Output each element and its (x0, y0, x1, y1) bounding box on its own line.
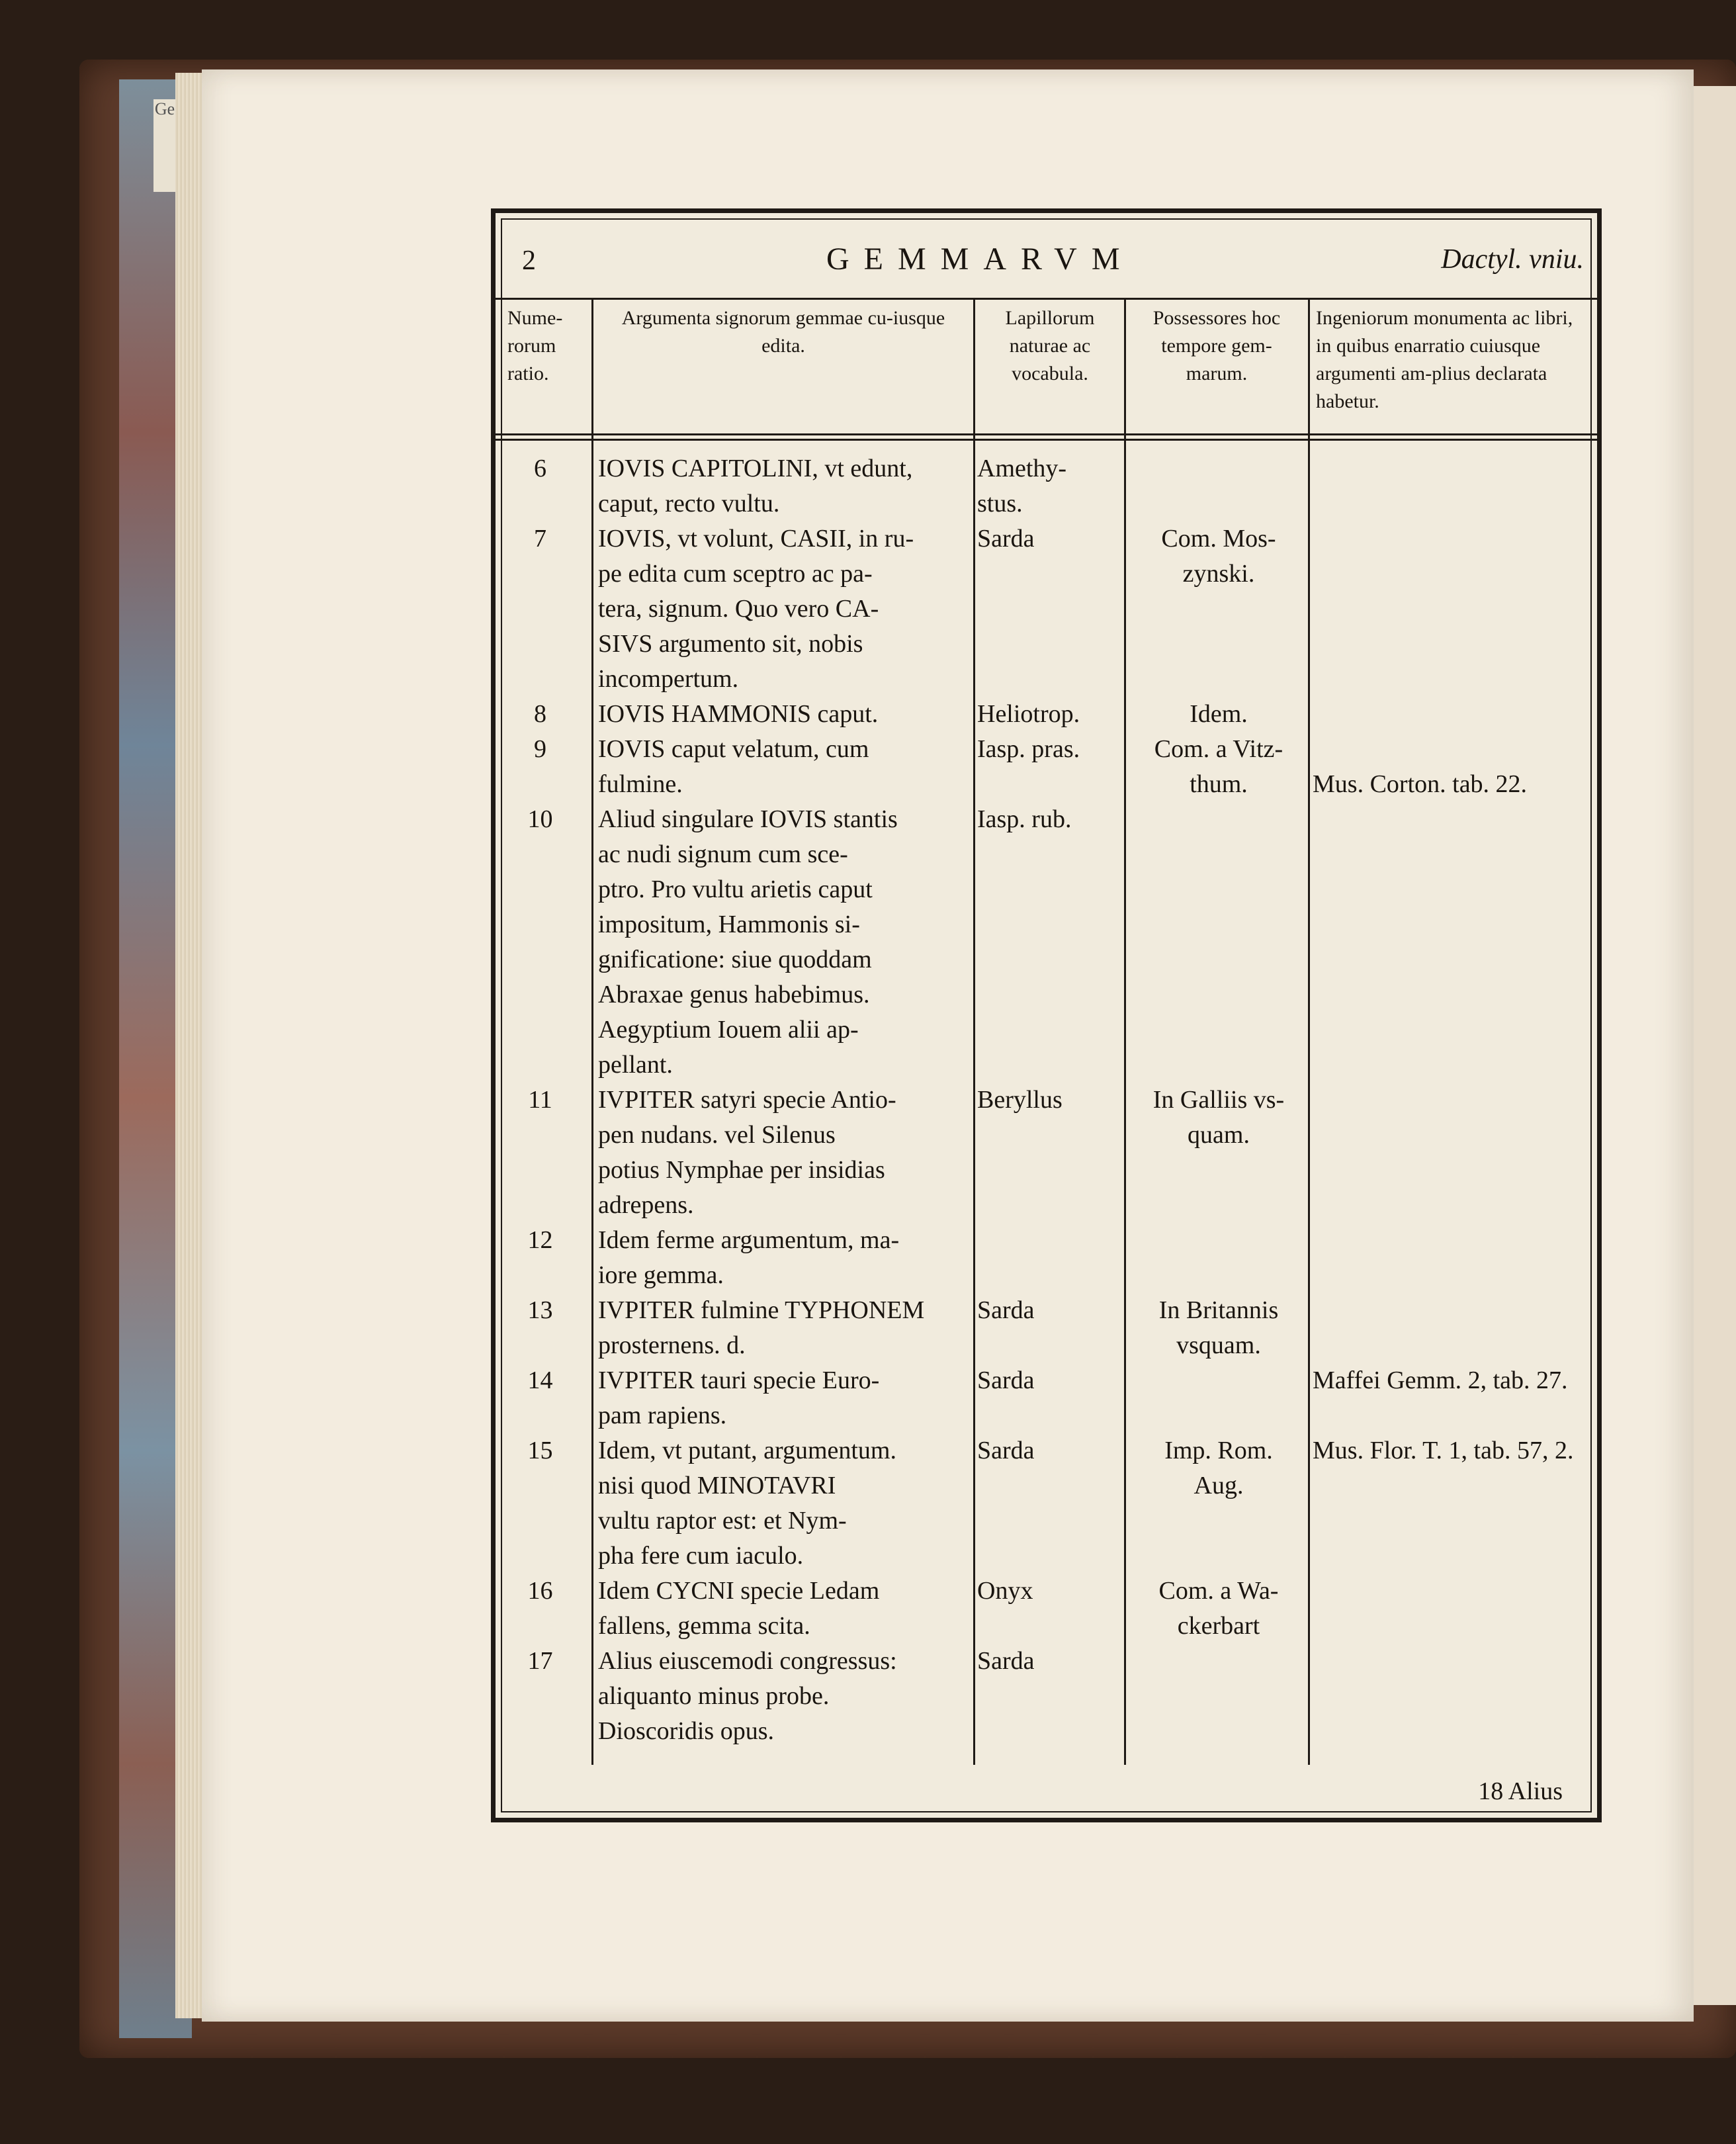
entry-argument (598, 732, 969, 802)
entry-possessor (1129, 1083, 1308, 1153)
entry-possessor (1129, 697, 1308, 732)
entry-number: 13 (527, 1296, 553, 1324)
table-row (496, 732, 1597, 802)
entry-number: 14 (527, 1366, 553, 1394)
colhead-ingeniorum: Ingeniorum monumenta ac libri, in quibus enarratio cuiusque argumenti am-plius declarata habetur. (1316, 307, 1573, 412)
entry-argument-line: caput, recto vultu. (598, 490, 780, 517)
entry-argument (598, 802, 969, 1083)
table-row (496, 1223, 1597, 1293)
running-title: GEMMARVM (826, 242, 1135, 277)
entry-argument-line: nisi quod MINOTAVRI (598, 1472, 836, 1499)
entry-stone-line: stus. (977, 490, 1023, 517)
entry-stone (977, 1363, 1123, 1398)
entry-argument-line: fallens, gemma scita. (598, 1612, 810, 1640)
entry-possessor-line: Com. Mos- (1161, 525, 1276, 553)
entry-possessor-line: In Galliis vs- (1152, 1086, 1285, 1114)
entry-argument-line: Idem ferme argumentum, ma- (598, 1226, 900, 1254)
entry-possessor (1129, 1433, 1308, 1503)
entry-possessor-line: thum. (1190, 770, 1248, 798)
entry-stone (977, 521, 1123, 557)
table-row (496, 802, 1597, 1083)
entry-argument-line: Aegyptium Iouem alii ap- (598, 1016, 859, 1044)
entry-stone-line: Sarda (977, 1437, 1035, 1464)
entry-argument (598, 1363, 969, 1433)
entry-possessor-line: ckerbart (1177, 1612, 1260, 1640)
entry-argument-line: Abraxae genus habebimus. (598, 981, 870, 1008)
entry-number: 10 (527, 805, 553, 833)
table-row (496, 1433, 1597, 1574)
entry-argument-line: ac nudi signum cum sce- (598, 840, 848, 868)
entry-stone (977, 451, 1123, 521)
entry-stone-line: Iasp. pras. (977, 735, 1080, 763)
entry-stone-line: Onyx (977, 1577, 1033, 1605)
entry-stone (977, 1433, 1123, 1468)
entry-argument-line: IVPITER satyri specie Antio- (598, 1086, 896, 1114)
facing-page-edge (1694, 86, 1736, 2005)
catchword: 18 Alius (1478, 1777, 1563, 1805)
entry-argument (598, 697, 969, 732)
entry-argument (598, 1083, 969, 1223)
entry-number: 6 (534, 455, 546, 482)
entry-argument-line: impositum, Hammonis si- (598, 911, 860, 938)
entry-possessor (1129, 1574, 1308, 1644)
entry-argument-line: IVPITER tauri specie Euro- (598, 1366, 880, 1394)
entry-argument-line: IOVIS, vt volunt, CASII, in ru- (598, 525, 914, 553)
table-row (496, 1083, 1597, 1223)
entry-argument (598, 1223, 969, 1293)
entry-reference (1313, 1433, 1590, 1468)
entry-number: 8 (534, 700, 546, 728)
table-row (496, 521, 1597, 697)
entry-argument-line: IOVIS caput velatum, cum (598, 735, 869, 763)
colhead-lapillorum: Lapillorum naturae ac vocabula. (1005, 307, 1095, 384)
entry-argument-line: iore gemma. (598, 1261, 724, 1289)
entry-stone-line: Heliotrop. (977, 700, 1080, 728)
table-row (496, 1644, 1597, 1749)
entry-argument-line: gnificatione: siue quoddam (598, 946, 872, 973)
entry-argument-line: Idem, vt putant, argumentum. (598, 1437, 896, 1464)
entry-stone (977, 732, 1123, 767)
entry-possessor-line: Idem. (1190, 700, 1248, 728)
entry-argument (598, 451, 969, 521)
entry-argument-line: vultu raptor est: et Nym- (598, 1507, 847, 1535)
entry-argument (598, 1644, 969, 1749)
entry-argument-line: Dioscoridis opus. (598, 1717, 774, 1745)
running-head (496, 213, 1597, 296)
entry-stone (977, 802, 1123, 837)
entry-argument-line: Aliud singulare IOVIS stantis (598, 805, 898, 833)
entry-argument-line: aliquanto minus probe. (598, 1682, 830, 1710)
entry-argument (598, 1433, 969, 1574)
entry-argument-line: pellant. (598, 1051, 673, 1079)
table-row (496, 1574, 1597, 1644)
entry-argument (598, 521, 969, 697)
entry-possessor-line: vsquam. (1176, 1331, 1261, 1359)
printed-frame (491, 208, 1602, 1822)
entry-possessor-line: Aug. (1194, 1472, 1244, 1499)
entry-stone (977, 1083, 1123, 1118)
entry-possessor-line: quam. (1188, 1121, 1250, 1149)
entry-argument-line: pha fere cum iaculo. (598, 1542, 804, 1570)
entry-argument-line: IOVIS CAPITOLINI, vt edunt, (598, 455, 913, 482)
entry-stone-line: Sarda (977, 525, 1035, 553)
entry-argument-line: pam rapiens. (598, 1402, 727, 1429)
colhead-possessores: Possessores hoc tempore gem-marum. (1152, 307, 1281, 384)
entry-possessor-line: Imp. Rom. (1164, 1437, 1273, 1464)
entry-number: 17 (527, 1647, 553, 1675)
entry-reference-line (1313, 732, 1590, 767)
entry-reference-line: Mus. Flor. T. 1, tab. 57, 2. (1313, 1437, 1574, 1464)
entry-number: 15 (527, 1437, 553, 1464)
table-row (496, 1293, 1597, 1363)
entry-argument-line: Idem CYCNI specie Ledam (598, 1577, 880, 1605)
entry-stone-line: Amethy- (977, 455, 1067, 482)
entry-argument-line: adrepens. (598, 1191, 694, 1219)
spine-label: Ge (153, 99, 176, 192)
entry-reference-line: Mus. Corton. tab. 22. (1313, 770, 1528, 798)
entry-argument-line: prosternens. d. (598, 1331, 746, 1359)
entry-argument-line: IOVIS HAMMONIS caput. (598, 700, 879, 728)
running-right: Dactyl. vniu. (1441, 244, 1584, 275)
entry-argument-line: ptro. Pro vultu arietis caput (598, 875, 873, 903)
colhead-argumenta: Argumenta signorum gemmae cu-iusque edita. (621, 307, 945, 357)
colhead-rule-double (496, 439, 1597, 441)
colhead-numerorum: Nume-rorum ratio. (507, 307, 563, 384)
entry-stone (977, 1574, 1123, 1609)
entry-argument (598, 1293, 969, 1363)
entry-possessor-line: zynski. (1182, 560, 1255, 588)
entry-reference-line: Maffei Gemm. 2, tab. 27. (1313, 1366, 1568, 1394)
table-row (496, 697, 1597, 732)
entry-stone-line: Sarda (977, 1647, 1035, 1675)
entry-reference (1313, 732, 1590, 802)
colhead-rule (496, 433, 1597, 435)
entry-argument-line: incompertum. (598, 665, 739, 693)
entry-possessor-line: In Britannis (1158, 1296, 1279, 1324)
entry-stone-line: Sarda (977, 1296, 1035, 1324)
entry-reference (1313, 1363, 1590, 1398)
entry-argument-line: potius Nymphae per insidias (598, 1156, 885, 1184)
entry-stone (977, 1293, 1123, 1328)
entry-stone (977, 697, 1123, 732)
table-row (496, 451, 1597, 521)
entry-number: 12 (527, 1226, 553, 1254)
entry-argument-line: pen nudans. vel Silenus (598, 1121, 836, 1149)
table-row (496, 1363, 1597, 1433)
entry-possessor (1129, 1293, 1308, 1363)
entry-argument-line: tera, signum. Quo vero CA- (598, 595, 879, 623)
entry-possessor (1129, 732, 1308, 802)
entry-stone-line: Sarda (977, 1366, 1035, 1394)
entry-argument-line: fulmine. (598, 770, 683, 798)
entry-argument-line: Alius eiuscemodi congressus: (598, 1647, 897, 1675)
entry-number: 16 (527, 1577, 553, 1605)
entry-possessor-line: Com. a Wa- (1158, 1577, 1279, 1605)
head-rule (496, 298, 1597, 300)
entry-argument-line: SIVS argumento sit, nobis (598, 630, 863, 658)
entry-stone-line: Iasp. rub. (977, 805, 1072, 833)
entry-stone (977, 1644, 1123, 1679)
entry-argument-line: pe edita cum sceptro ac pa- (598, 560, 873, 588)
entry-argument-line: IVPITER fulmine TYPHONEM (598, 1296, 925, 1324)
entry-number: 11 (528, 1086, 552, 1114)
entry-stone-line: Beryllus (977, 1086, 1063, 1114)
entry-number: 9 (534, 735, 546, 763)
entry-possessor-line: Com. a Vitz- (1154, 735, 1283, 763)
entry-possessor (1129, 521, 1308, 592)
entry-argument (598, 1574, 969, 1644)
page-number: 2 (522, 246, 536, 276)
entry-number: 7 (534, 525, 546, 553)
